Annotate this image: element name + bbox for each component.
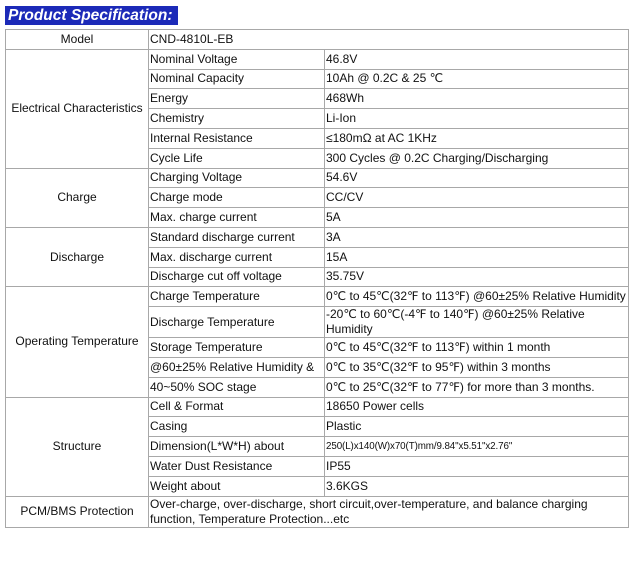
table-row: [6, 496, 629, 527]
table-row: [6, 49, 629, 69]
spec-value: CC/CV: [325, 188, 629, 208]
spec-key: Weight about: [149, 476, 325, 496]
spec-value: 250(L)x140(W)x70(T)mm/9.84"x5.51"x2.76": [325, 437, 629, 457]
spec-key: Charge Temperature: [149, 287, 325, 307]
spec-key: Water Dust Resistance: [149, 456, 325, 476]
spec-value: 0℃ to 25℃(32℉ to 77℉) for more than 3 months.: [325, 377, 629, 397]
spec-value: 35.75V: [325, 267, 629, 287]
spec-value: 0℃ to 35℃(32℉ to 95℉) within 3 months: [325, 357, 629, 377]
table-row: [6, 168, 629, 188]
category-pcm-bms: PCM/BMS Protection: [6, 496, 149, 527]
category-electrical: Electrical Characteristics: [6, 49, 149, 168]
spec-key: Storage Temperature: [149, 338, 325, 358]
table-row: [6, 397, 629, 417]
spec-value: 10Ah @ 0.2C & 25 ℃: [325, 69, 629, 89]
spec-value: 15A: [325, 247, 629, 267]
pcm-bms-value: Over-charge, over-discharge, short circuit,over-temperature, and balance charging function, Temperature Protection...etc: [149, 496, 629, 527]
spec-key: Discharge cut off voltage: [149, 267, 325, 287]
spec-key: Internal Resistance: [149, 128, 325, 148]
model-value: CND-4810L-EB: [149, 30, 629, 50]
spec-key: Energy: [149, 89, 325, 109]
table-row: [6, 30, 629, 50]
spec-value: -20℃ to 60℃(-4℉ to 140℉) @60±25% Relative Humidity: [325, 307, 629, 338]
spec-key: Charging Voltage: [149, 168, 325, 188]
spec-value: Li-Ion: [325, 109, 629, 129]
spec-key: Nominal Voltage: [149, 49, 325, 69]
spec-value: IP55: [325, 456, 629, 476]
table-row: [6, 227, 629, 247]
spec-value: 3.6KGS: [325, 476, 629, 496]
spec-key: Dimension(L*W*H) about: [149, 437, 325, 457]
spec-value: 18650 Power cells: [325, 397, 629, 417]
spec-value: 468Wh: [325, 89, 629, 109]
spec-key: Chemistry: [149, 109, 325, 129]
page-title: Product Specification:: [5, 6, 178, 25]
spec-key: Cycle Life: [149, 148, 325, 168]
spec-value: 3A: [325, 227, 629, 247]
category-charge: Charge: [6, 168, 149, 227]
spec-key: Nominal Capacity: [149, 69, 325, 89]
category-operating-temperature: Operating Temperature: [6, 287, 149, 397]
spec-value: 0℃ to 45℃(32℉ to 113℉) @60±25% Relative Humidity: [325, 287, 629, 307]
spec-key: Standard discharge current: [149, 227, 325, 247]
spec-key: Max. discharge current: [149, 247, 325, 267]
spec-key: Casing: [149, 417, 325, 437]
spec-value: Plastic: [325, 417, 629, 437]
category-discharge: Discharge: [6, 227, 149, 286]
spec-key: Max. charge current: [149, 208, 325, 228]
spec-key: @60±25% Relative Humidity &: [149, 357, 325, 377]
spec-value: 0℃ to 45℃(32℉ to 113℉) within 1 month: [325, 338, 629, 358]
spec-key: Discharge Temperature: [149, 307, 325, 338]
spec-key: Charge mode: [149, 188, 325, 208]
table-row: [6, 287, 629, 307]
spec-value: 5A: [325, 208, 629, 228]
spec-value: ≤180mΩ at AC 1KHz: [325, 128, 629, 148]
spec-value: 300 Cycles @ 0.2C Charging/Discharging: [325, 148, 629, 168]
spec-key: Cell & Format: [149, 397, 325, 417]
spec-value: 54.6V: [325, 168, 629, 188]
spec-value: 46.8V: [325, 49, 629, 69]
category-structure: Structure: [6, 397, 149, 496]
spec-table: [5, 29, 629, 528]
spec-key: 40~50% SOC stage: [149, 377, 325, 397]
model-label: Model: [6, 30, 149, 50]
